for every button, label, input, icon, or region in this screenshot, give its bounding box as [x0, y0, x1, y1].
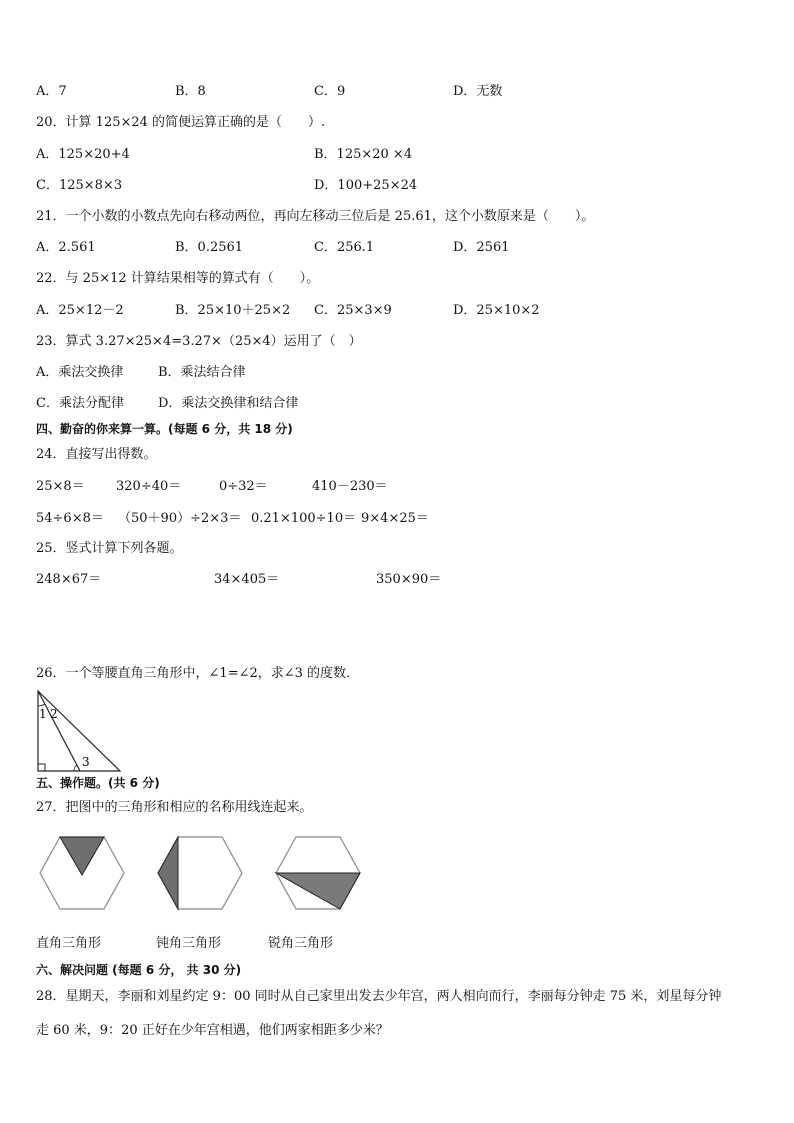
q23-option-c: C．乘法分配律: [36, 396, 124, 411]
q25-stem: 25．竖式计算下列各题。: [36, 541, 183, 556]
q19-option-d: D．无数: [453, 84, 503, 99]
q21-option-b: B．0.2561: [175, 240, 244, 255]
q27-name: 直角三角形: [36, 936, 102, 951]
q21-option-c: C．256.1: [314, 240, 375, 255]
angle-3-label: 3: [82, 755, 90, 769]
shaded-triangle: [158, 837, 178, 909]
q20-option-c: C．125×8×3: [36, 178, 123, 193]
q27-stem: 27．把图中的三角形和相应的名称用线连起来。: [36, 800, 313, 815]
q22-option-d: D．25×10×2: [453, 303, 540, 318]
q27-name: 钝角三角形: [156, 936, 222, 951]
q22-option-a: A．25×12－2: [36, 303, 124, 318]
q28-line-2: 走 60 米，9：20 正好在少年宫相遇，他们两家相距多少米？: [36, 1023, 389, 1038]
q23-stem: 23．算式 3.27×25×4=3.27×（25×4）运用了（ ）: [36, 334, 362, 349]
section-6-heading: 六、解决问题 (每题 6 分， 共 30 分): [36, 963, 242, 977]
q26-stem: 26．一个等腰直角三角形中，∠1=∠2，求∠3 的度数．: [36, 666, 360, 681]
q24-item: 0.21×100÷10＝: [251, 511, 357, 526]
q25-item: 34×405＝: [214, 572, 280, 587]
hexagon-figure-3: [274, 835, 362, 911]
q23-option-b: B．乘法结合律: [158, 365, 246, 380]
q25-item: 350×90＝: [376, 572, 442, 587]
q20-option-d: D．100+25×24: [314, 178, 418, 193]
q24-item: 25×8＝: [36, 479, 85, 494]
q21-option-d: D．2561: [453, 240, 510, 255]
q27-name: 锐角三角形: [268, 936, 334, 951]
q22-option-c: C．25×3×9: [314, 303, 392, 318]
q19-option-c: C．9: [314, 84, 346, 99]
q20-stem: 20．计算 125×24 的简便运算正确的是（ ）.: [36, 115, 326, 130]
q23-option-a: A．乘法交换律: [36, 365, 124, 380]
q23-option-d: D．乘法交换律和结合律: [158, 396, 299, 411]
angle-1-label: 1: [39, 707, 47, 721]
q20-option-a: A．125×20+4: [36, 147, 130, 162]
q24-stem: 24．直接写出得数。: [36, 447, 157, 462]
q24-item: 0÷32＝: [219, 479, 268, 494]
q25-item: 248×67＝: [36, 572, 102, 587]
hexagon-figure-2: [156, 835, 244, 911]
q19-option-a: A．7: [36, 84, 67, 99]
right-angle-mark: [38, 764, 45, 771]
q28-line-1: 28．星期天，李丽和刘星约定 9：00 同时从自己家里出发去少年宫，两人相向而行，李丽每分钟走 75 米，刘星每分钟: [36, 989, 722, 1004]
q20-option-b: B．125×20 ×4: [314, 147, 413, 162]
section-5-heading: 五、操作题。(共 6 分): [36, 776, 160, 790]
angle-2-label: 2: [50, 707, 58, 721]
hexagon-figure-1: [38, 835, 126, 911]
q24-item: 54÷6×8＝: [36, 511, 104, 526]
q24-item: 410－230＝: [312, 479, 388, 494]
q24-item: （50＋90）÷2×3＝: [118, 511, 242, 526]
q24-item: 9×4×25＝: [361, 511, 429, 526]
q26-triangle-figure: [30, 688, 125, 774]
right-triangle: [38, 691, 120, 771]
q21-stem: 21．一个小数的小数点先向右移动两位，再向左移动三位后是 25.61，这个小数原来是（ ）。: [36, 209, 595, 224]
shaded-triangle: [276, 873, 360, 909]
section-4-heading: 四、勤奋的你来算一算。(每题 6 分，共 18 分): [36, 422, 293, 436]
angle-bisector-line: [38, 691, 80, 771]
q21-option-a: A．2.561: [36, 240, 96, 255]
q19-option-b: B．8: [175, 84, 206, 99]
q22-stem: 22．与 25×12 计算结果相等的算式有（ ）。: [36, 271, 320, 286]
q24-item: 320÷40＝: [116, 479, 182, 494]
shaded-triangle: [60, 837, 104, 875]
q22-option-b: B．25×10＋25×2: [175, 303, 291, 318]
